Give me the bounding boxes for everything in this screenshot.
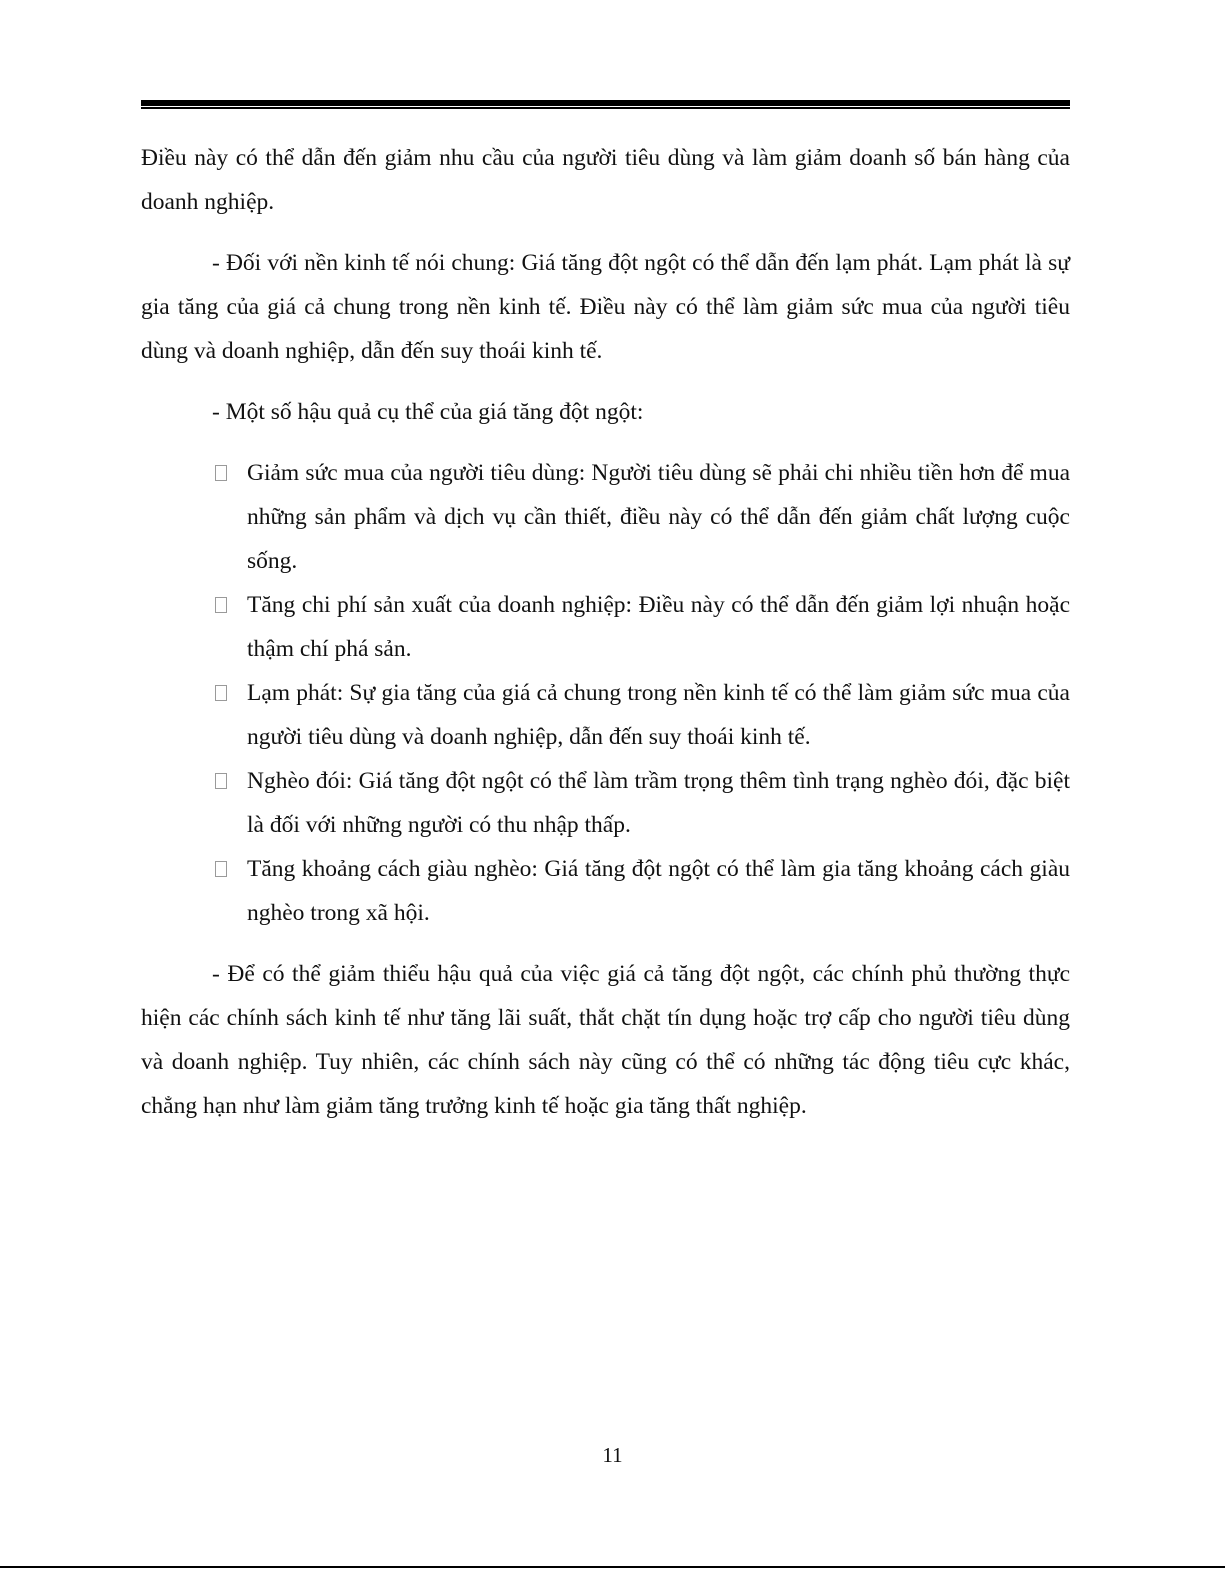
page-number: 11 [602, 1443, 623, 1467]
list-item-text: Giảm sức mua của người tiêu dùng: Người tiêu dùng sẽ phải chi nhiều tiền hơn để mua những sản phẩm và dịch vụ cần thiết, điều này có thể dẫn đến giảm chất lượng cuộc sống. [247, 460, 1070, 574]
empty-box-icon [215, 465, 227, 481]
empty-box-icon [215, 597, 227, 613]
consequences-heading: - Một số hậu quả cụ thể của giá tăng đột ngột: [212, 399, 644, 425]
mitigation-paragraph: - Để có thể giảm thiểu hậu quả của việc giá cả tăng đột ngột, các chính phủ thường thực hiện các chính sách kinh tế như tăng lãi suất, thắt chặt tín dụng hoặc trợ cấp cho người tiêu dùng và doanh nghiệp. Tuy nhiên, các chính sách này cũng có thể có những tác động tiêu cực khác, chẳng hạn như làm giảm tăng trưởng kinh tế hoặc gia tăng thất nghiệp. [141, 961, 1070, 1119]
list-item [141, 759, 1070, 847]
list-item [141, 671, 1070, 759]
economy-paragraph: - Đối với nền kinh tế nói chung: Giá tăng đột ngột có thể dẫn đến lạm phát. Lạm phát là sự gia tăng của giá cả chung trong nền kinh tế. Điều này có thể làm giảm sức mua của người tiêu dùng và doanh nghiệp, dẫn đến suy thoái kinh tế. [141, 250, 1070, 364]
page-content [141, 136, 1070, 1145]
list-item [141, 451, 1070, 583]
list-item-text: Nghèo đói: Giá tăng đột ngột có thể làm trầm trọng thêm tình trạng nghèo đói, đặc biệt là đối với những người có thu nhập thấp. [247, 768, 1070, 838]
list-item-text: Tăng chi phí sản xuất của doanh nghiệp: Điều này có thể dẫn đến giảm lợi nhuận hoặc thậm chí phá sản. [247, 592, 1070, 662]
list-item-text: Tăng khoảng cách giàu nghèo: Giá tăng đột ngột có thể làm gia tăng khoảng cách giàu nghèo trong xã hội. [247, 856, 1070, 926]
continuation-paragraph: Điều này có thể dẫn đến giảm nhu cầu của người tiêu dùng và làm giảm doanh số bán hàng của doanh nghiệp. [141, 145, 1070, 215]
list-item [141, 847, 1070, 935]
header-double-rule [141, 100, 1070, 109]
empty-box-icon [215, 773, 227, 789]
list-item [141, 583, 1070, 671]
bottom-page-edge-rule [0, 1566, 1225, 1568]
empty-box-icon [215, 685, 227, 701]
list-item-text: Lạm phát: Sự gia tăng của giá cả chung trong nền kinh tế có thể làm giảm sức mua của người tiêu dùng và doanh nghiệp, dẫn đến suy thoái kinh tế. [247, 680, 1070, 750]
consequences-list [141, 451, 1070, 935]
empty-box-icon [215, 861, 227, 877]
